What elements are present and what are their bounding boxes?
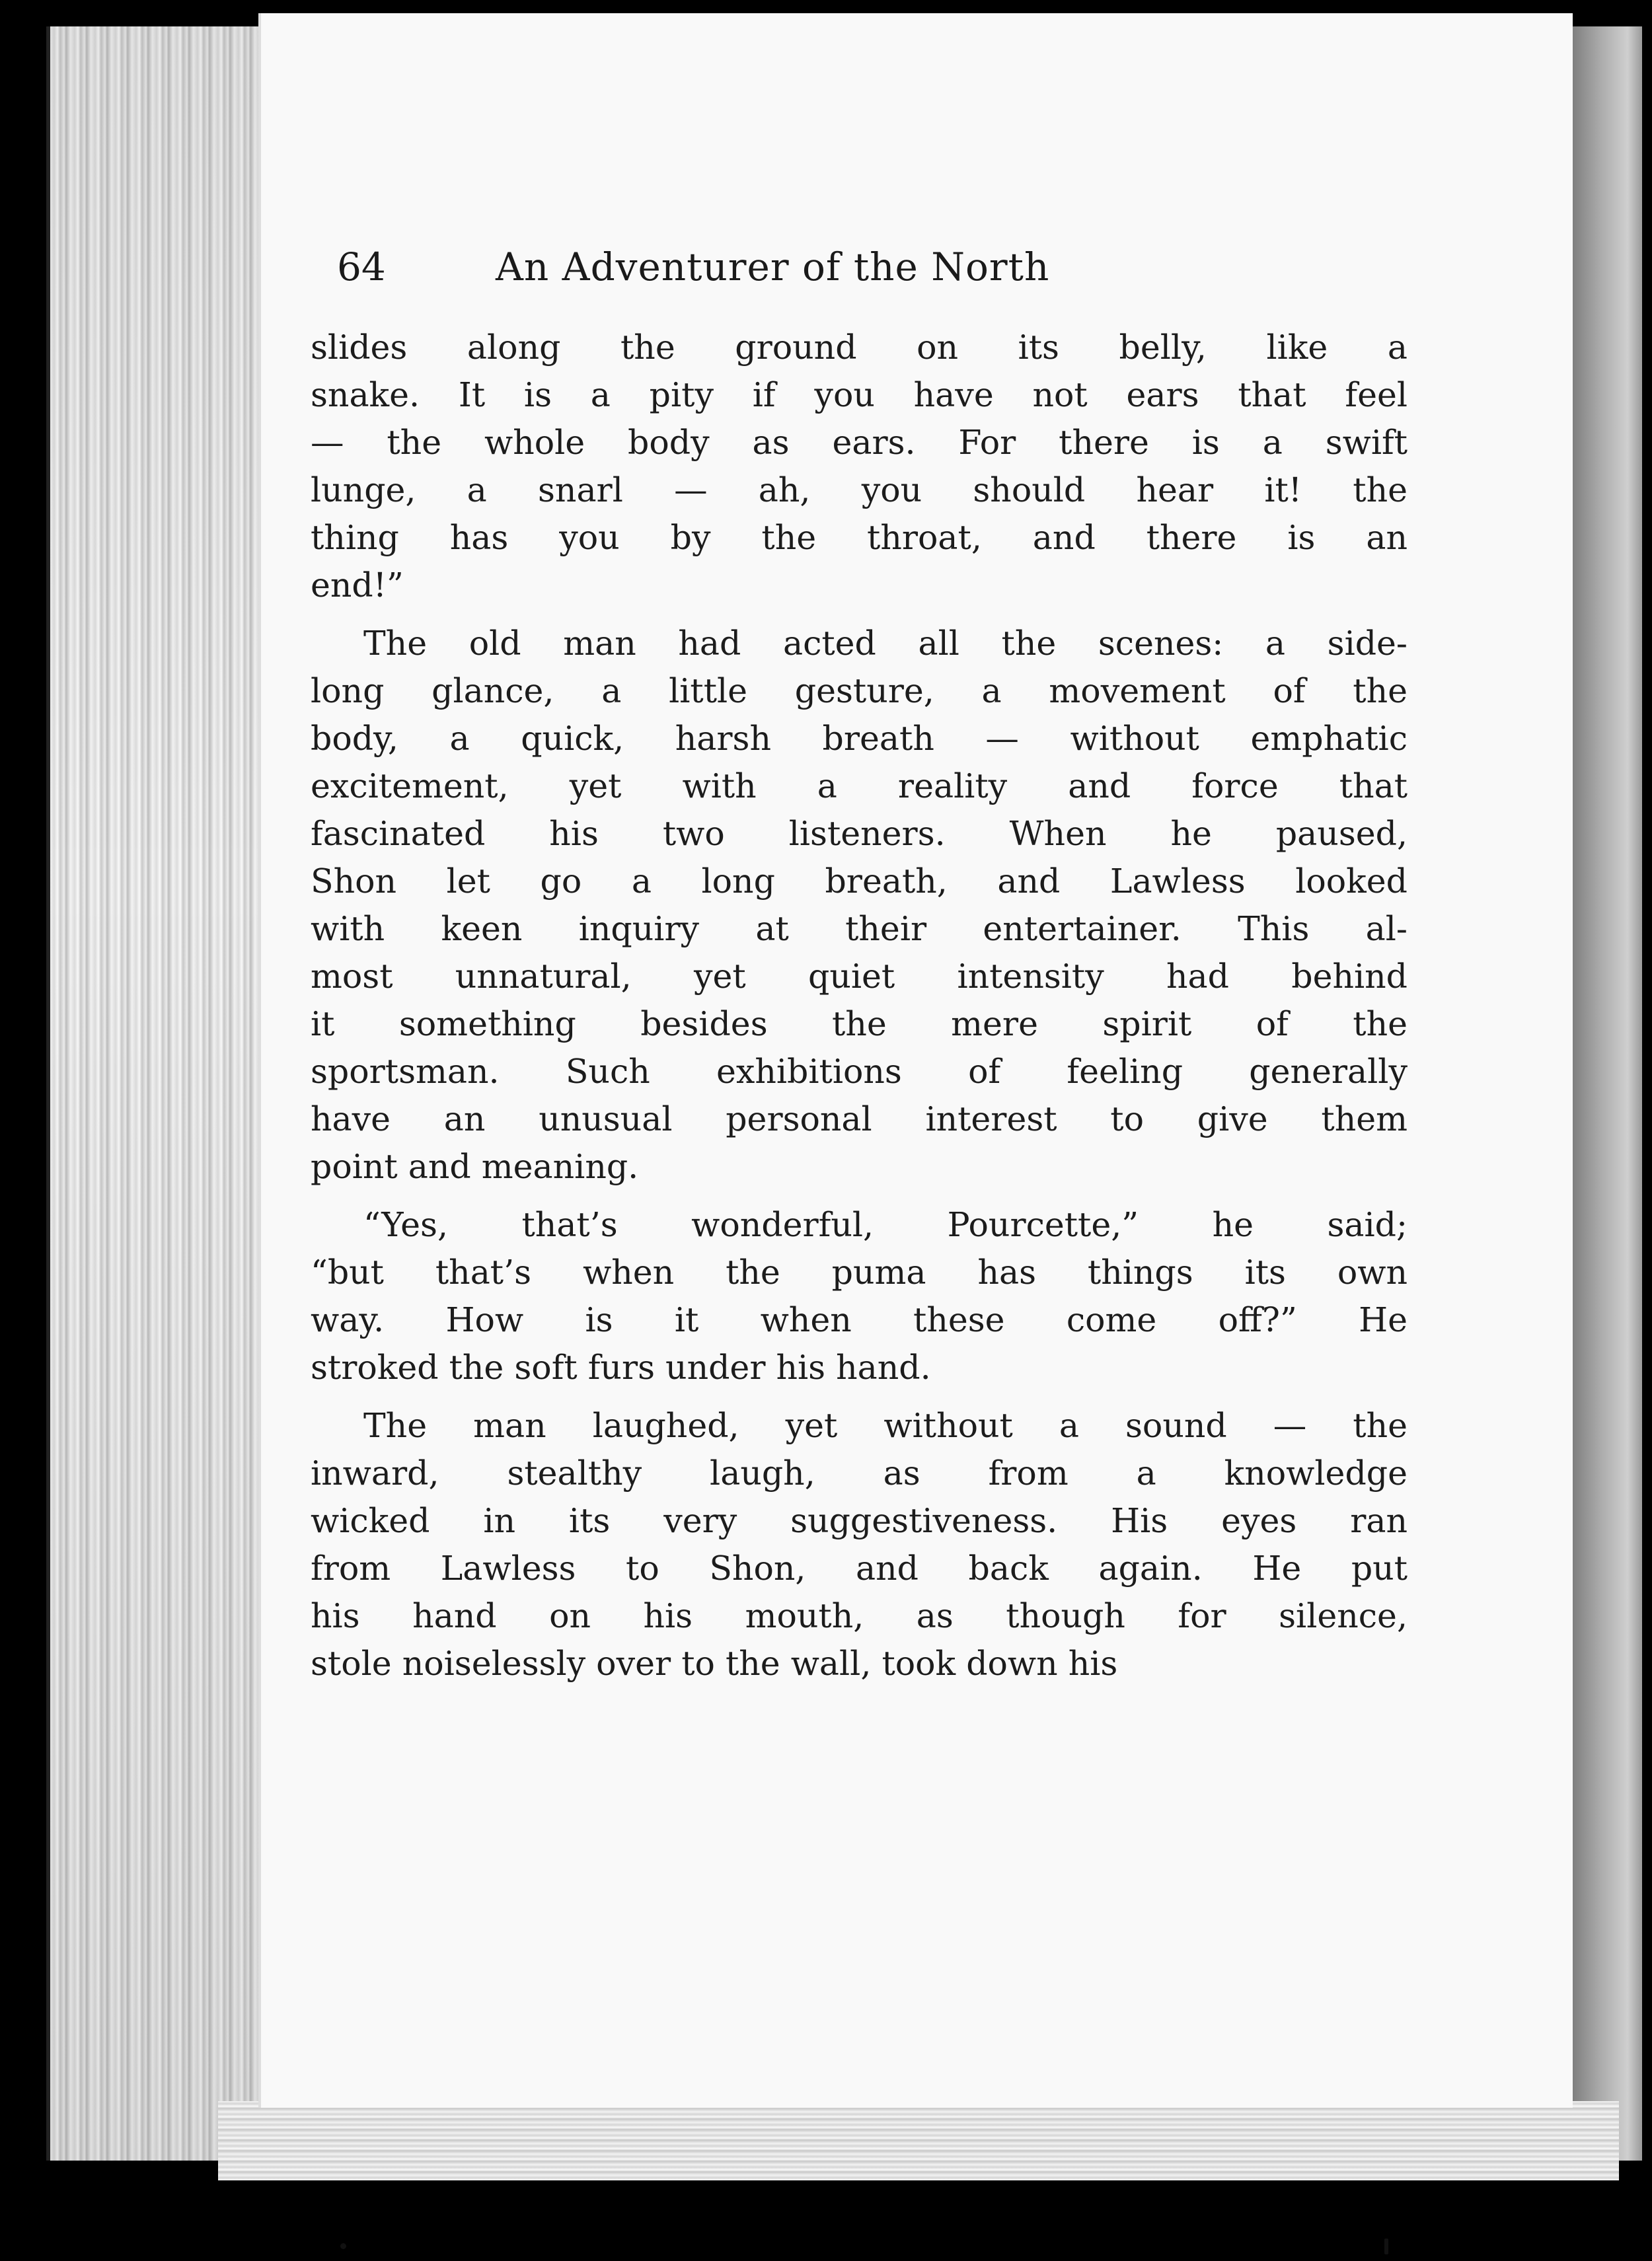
text-line: sportsman. Such exhibitions of feeling generally	[311, 1052, 1408, 1091]
text-line: most unnatural, yet quiet intensity had behind	[311, 957, 1408, 996]
text-line: end!”	[311, 566, 404, 605]
text-line: The man laughed, yet without a sound — the	[363, 1406, 1408, 1445]
page-number: 64	[337, 244, 386, 289]
paragraph-gap	[311, 609, 1408, 620]
dust-speck	[340, 2243, 346, 2249]
text-line: with keen inquiry at their entertainer. This al-	[311, 909, 1408, 948]
paragraph	[311, 1201, 1408, 1391]
bottom-page-edges	[218, 2101, 1619, 2180]
text-line: his hand on his mouth, as though for silence,	[311, 1596, 1408, 1635]
running-head	[337, 244, 1308, 289]
text-line: The old man had acted all the scenes: a side-	[363, 624, 1408, 663]
text-line: stole noiselessly over to the wall, took down his	[311, 1644, 1118, 1683]
text-line: Shon let go a long breath, and Lawless looked	[311, 862, 1408, 901]
text-line: long glance, a little gesture, a movement of the	[311, 671, 1408, 710]
paragraph-gap	[311, 1391, 1408, 1402]
text-line: thing has you by the throat, and there is an	[311, 518, 1408, 557]
text-line: “but that’s when the puma has things its own	[311, 1253, 1408, 1292]
text-line: — the whole body as ears. For there is a swift	[311, 423, 1408, 462]
facing-page-shadow	[1569, 26, 1642, 2161]
text-line: lunge, a snarl — ah, you should hear it! the	[311, 470, 1408, 509]
text-line: inward, stealthy laugh, as from a knowledge	[311, 1454, 1408, 1493]
text-line: have an unusual personal interest to give them	[311, 1099, 1408, 1138]
body-text	[311, 324, 1408, 1687]
dust-speck	[1384, 2239, 1388, 2254]
paragraph	[311, 620, 1408, 1191]
text-line: from Lawless to Shon, and back again. He put	[311, 1549, 1408, 1588]
text-line: “Yes, that’s wonderful, Pourcette,” he said;	[363, 1205, 1408, 1244]
text-line: way. How is it when these come off?” He	[311, 1300, 1408, 1339]
text-line: snake. It is a pity if you have not ears that feel	[311, 375, 1408, 414]
text-line: wicked in its very suggestiveness. His eyes ran	[311, 1501, 1408, 1540]
running-title: An Adventurer of the North	[496, 244, 1050, 289]
text-line: it something besides the mere spirit of the	[311, 1004, 1408, 1043]
text-line: slides along the ground on its belly, like a	[311, 328, 1408, 367]
paragraph	[311, 1402, 1408, 1687]
text-line: excitement, yet with a reality and force that	[311, 766, 1408, 805]
text-line: fascinated his two listeners. When he paused,	[311, 814, 1408, 853]
text-line: body, a quick, harsh breath — without emphatic	[311, 719, 1408, 758]
text-line: stroked the soft furs under his hand.	[311, 1348, 931, 1387]
text-line: point and meaning.	[311, 1147, 639, 1186]
paragraph	[311, 324, 1408, 609]
stacked-page-edges	[46, 26, 268, 2161]
paragraph-gap	[311, 1191, 1408, 1201]
